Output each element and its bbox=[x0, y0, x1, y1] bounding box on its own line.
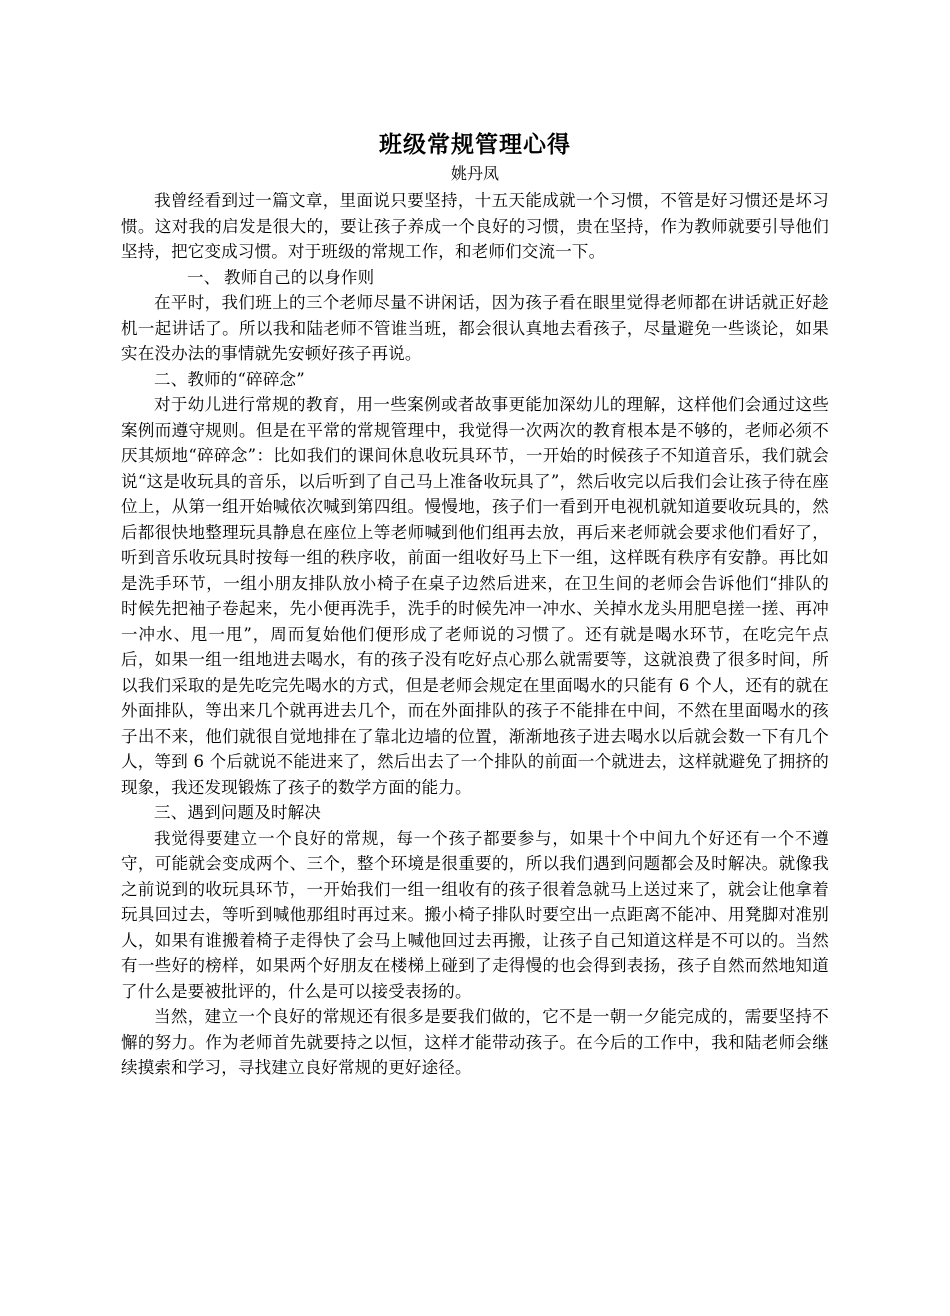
section-3-heading: 三、遇到问题及时解决 bbox=[154, 803, 321, 822]
section-2-paragraph: 对于幼儿进行常规的教育，用一些案例或者故事更能加深幼儿的理解，这样他们会通过这些案例而遵守规则。但是在平常的常规管理中，我觉得一次两次的教育根本是不够的，老师必须不厌其烦地“碎碎念”：比如我们的课间休息收玩具环节，一开始的时候孩子不知道音乐，我们就会说“这是收玩具的音乐，以后听到了自己马上准备收玩具了”，然后收完以后我们会让孩子待在座位上，从第一组开始喊依次喊到第四组。慢慢地，孩子们一看到开电视机就知道要收玩具的，然后都很快地整理玩具静息在座位上等老师喊到他们组再去放，再后来老师就会要求他们看好了，听到音乐收玩具时按每一组的秩序收，前面一组收好马上下一组，这样既有秩序有安静。再比如是洗手环节，一组小朋友排队放小椅子在桌子边然后进来，在卫生间的老师会告诉他们“排队的时候先把袖子卷起来，先小便再洗手，洗手的时候先冲一冲水、关掉水龙头用肥皂搓一搓、再冲一冲水、甩一甩”，周而复始他们便形成了老师说的习惯了。还有就是喝水环节，在吃完午点后，如果一组一组地进去喝水，有的孩子没有吃好点心那么就需要等，这就浪费了很多时间，所以我们采取的是先吃完先喝水的方式，但是老师会规定在里面喝水的只能有 6 个人，还有的就在外面排队，等出来几个就再进去几个，而在外面排队的孩子不能排在中间，不然在里面喝水的孩子出不来，他们就很自觉地排在了靠北边墙的位置，渐渐地孩子进去喝水以后就会数一下有几个人，等到 6 个后就说不能进来了，然后出去了一个排队的前面一个就进去，这样就避免了拥挤的现象，我还发现锻炼了孩子的数学方面的能力。 bbox=[121, 395, 829, 797]
section-1-paragraph: 在平时，我们班上的三个老师尽量不讲闲话，因为孩子看在眼里觉得老师都在讲话就正好趁机一起讲话了。所以我和陆老师不管谁当班，都会很认真地去看孩子，尽量避免一些谈论，如果实在没办法的事情就先安顿好孩子再说。 bbox=[121, 293, 829, 363]
document-author: 姚丹凤 bbox=[450, 164, 499, 183]
document-title: 班级常规管理心得 bbox=[379, 131, 571, 158]
intro-paragraph: 我曾经看到过一篇文章，里面说只要坚持，十五天能成就一个习惯，不管是好习惯还是坏习惯。这对我的启发是很大的，要让孩子养成一个良好的习惯，贵在坚持，作为教师就要引导他们坚持，把它变成习惯。对于班级的常规工作，和老师们交流一下。 bbox=[121, 191, 829, 261]
document-page bbox=[121, 128, 829, 1081]
section-3-paragraph: 我觉得要建立一个良好的常规，每一个孩子都要参与，如果十个中间九个好还有一个不遵守，可能就会变成两个、三个，整个环境是很重要的，所以我们遇到问题都会及时解决。就像我之前说到的收玩具环节，一开始我们一组一组收有的孩子很着急就马上送过来了，就会让他拿着玩具回过去，等听到喊他那组时再过来。搬小椅子排队时要空出一点距离不能冲、用凳脚对准别人，如果有谁搬着椅子走得快了会马上喊他回过去再搬，让孩子自己知道这样是不可以的。当然有一些好的榜样，如果两个好朋友在楼梯上碰到了走得慢的也会得到表扬，孩子自然而然地知道了什么是要被批评的，什么是可以接受表扬的。 bbox=[121, 828, 829, 1001]
section-2-heading: 二、教师的“碎碎念” bbox=[154, 369, 305, 389]
section-1-heading bbox=[121, 265, 829, 291]
section-1-number: 一、 bbox=[187, 267, 221, 287]
section-1-title: 教师自己的以身作则 bbox=[224, 267, 375, 287]
conclusion-paragraph: 当然，建立一个良好的常规还有很多是要我们做的，它不是一朝一夕能完成的，需要坚持不懈的努力。作为老师首先就要持之以恒，这样才能带动孩子。在今后的工作中，我和陆老师会继续摸索和学习，寻找建立良好常规的更好途径。 bbox=[121, 1007, 829, 1077]
